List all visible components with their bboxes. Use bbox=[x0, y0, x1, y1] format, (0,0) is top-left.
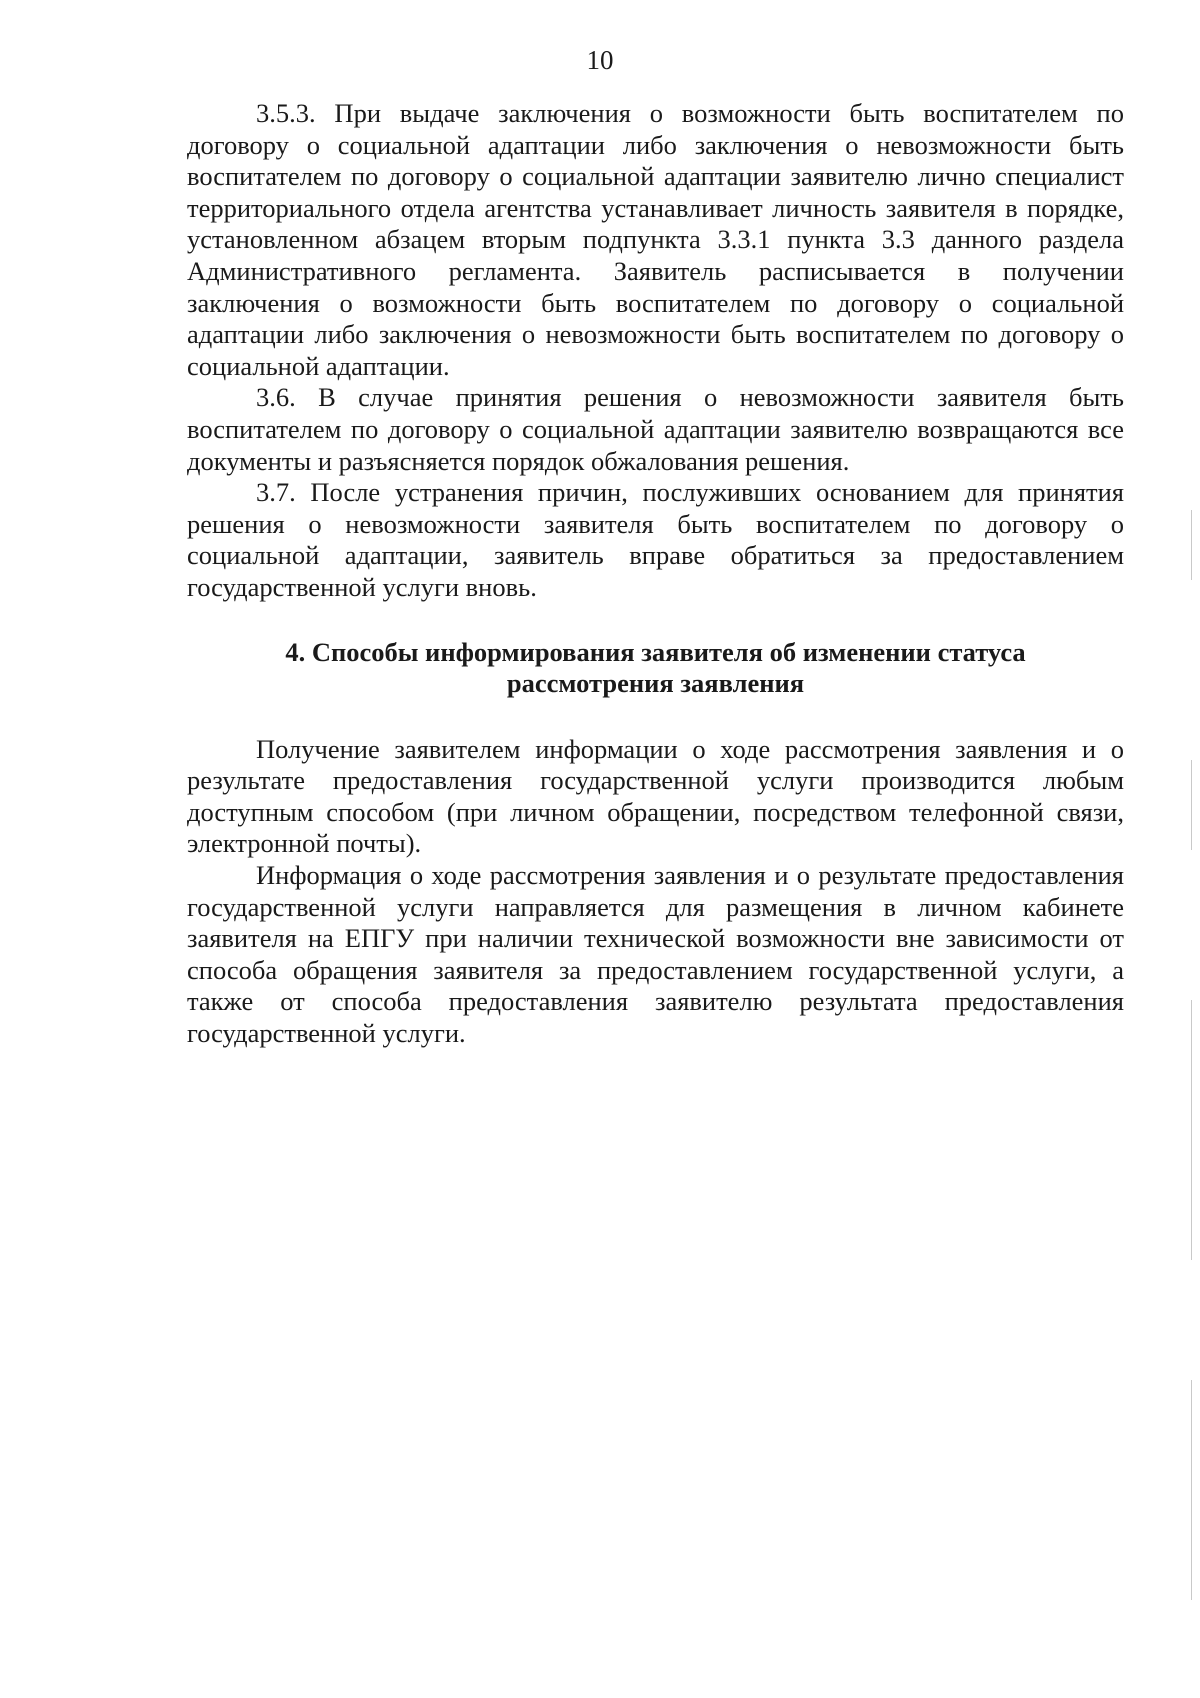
scan-edge-mark bbox=[1191, 510, 1192, 580]
scan-edge-mark bbox=[1191, 1380, 1192, 1600]
paragraph-info-epgu: Информация о ходе рассмотрения заявления и о результате предоставления государственной услуги направляется для размещения в личном кабинете заявителя на ЕПГУ при наличии технической возможности вне зависимости от способа обращения заявителя за предоставлением государственной услуги, а также от способа предоставления заявителю результата предоставления государственной услуги. bbox=[187, 860, 1124, 1049]
page-number: 10 bbox=[586, 45, 614, 75]
paragraph-3-6: 3.6. В случае принятия решения о невозможности заявителя быть воспитателем по договору о социальной адаптации заявителю возвращаются все документы и разъясняется порядок обжалования решения. bbox=[187, 382, 1124, 476]
paragraph-3-7: 3.7. После устранения причин, послуживших основанием для принятия решения о невозможности заявителя быть воспитателем по договору о социальной адаптации, заявитель вправе обратиться за предоставлением государственной услуги вновь. bbox=[187, 477, 1124, 602]
paragraph-info-methods: Получение заявителем информации о ходе рассмотрения заявления и о результате предоставления государственной услуги производится любым доступным способом (при личном обращении, посредством телефонной связи, электронной почты). bbox=[187, 733, 1124, 859]
section-heading-line-2: рассмотрения заявления bbox=[506, 668, 805, 699]
scan-edge-mark bbox=[1191, 1000, 1192, 1260]
paragraph-3-5-3: 3.5.3. При выдаче заключения о возможности быть воспитателем по договору о социальной адаптации либо заключения о невозможности быть воспитателем по договору о социальной адаптации заявителю лично специалист территориального отдела агентства устанавливает личность заявителя в порядке, установленном абзацем вторым подпункта 3.3.1 пункта 3.3 данного раздела Административного регламента. Заявитель расписывается в получении заключения о возможности быть воспитателем по договору о социальной адаптации либо заключения о невозможности быть воспитателем по договору о социальной адаптации. bbox=[187, 98, 1124, 381]
section-heading-line-1: 4. Способы информирования заявителя об изменении статуса bbox=[285, 636, 1026, 667]
document-body bbox=[187, 98, 1124, 1050]
section-heading bbox=[187, 637, 1124, 700]
scan-edge-mark bbox=[1191, 760, 1192, 850]
